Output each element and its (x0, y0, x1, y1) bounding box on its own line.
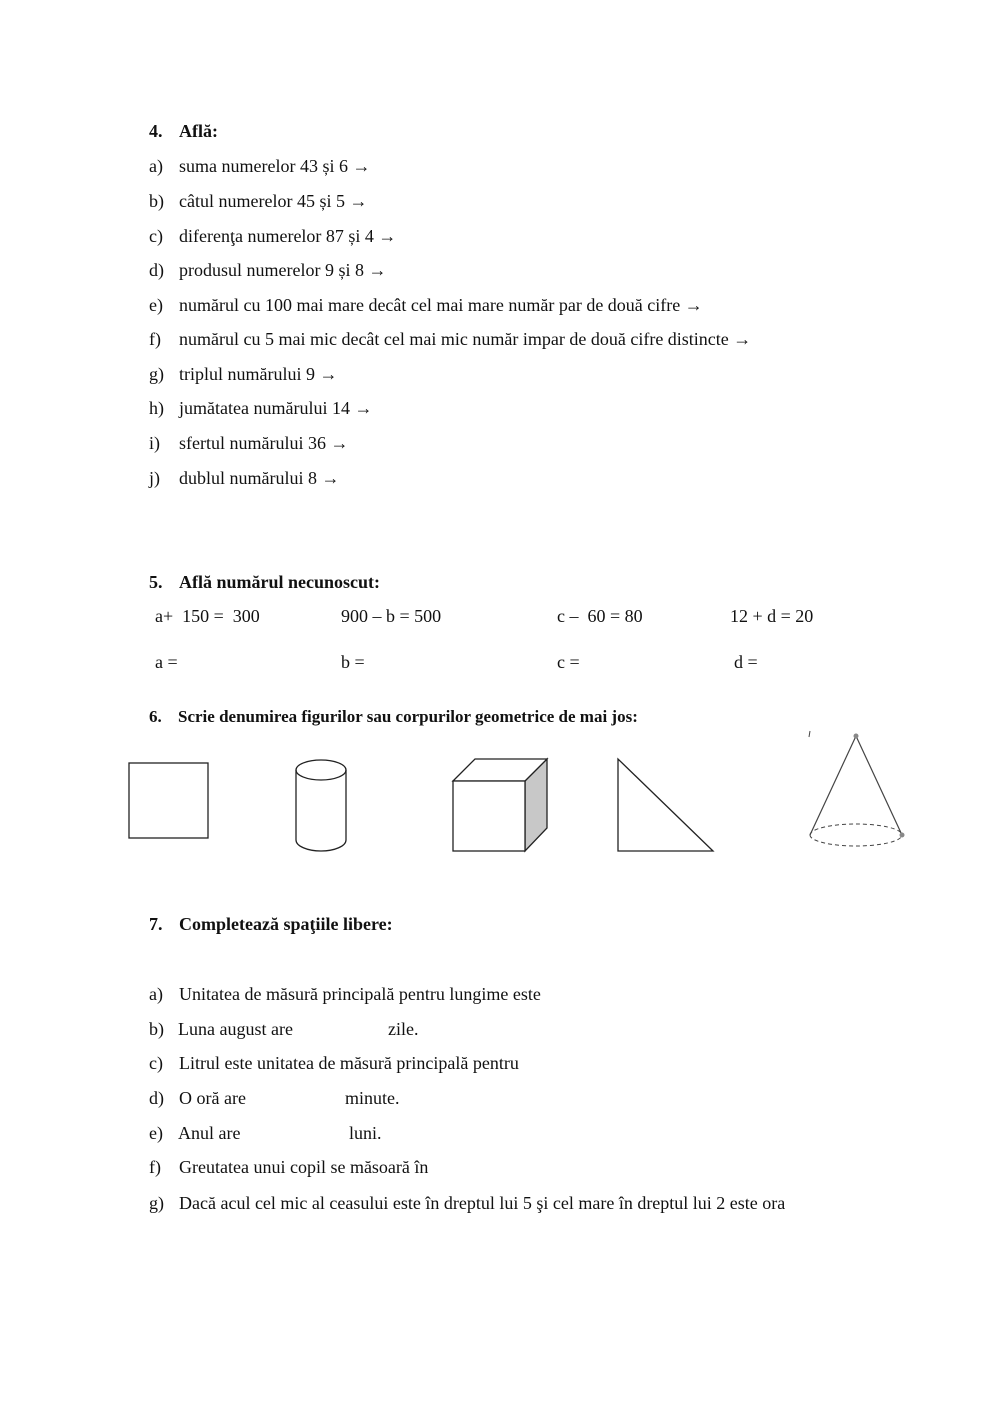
section-5-number: 5. (149, 572, 163, 592)
item-text: jumătatea numărului 14 → (179, 398, 373, 418)
item-letter: d) (149, 1088, 164, 1108)
answer-d: d = (734, 652, 758, 672)
item-text: triplul numărului 9 → (179, 364, 338, 384)
item-letter: a) (149, 984, 163, 1004)
cube-shape (451, 757, 551, 853)
item-text: sfertul numărului 36 → (179, 433, 349, 453)
item-text: O oră are (179, 1088, 246, 1108)
item-text: Greutatea unui copil se măsoară în (179, 1157, 429, 1177)
list-item (149, 432, 348, 454)
fill-item-after: luni. (349, 1123, 382, 1143)
item-text: Dacă acul cel mic al ceasului este în dreptul lui 5 şi cel mare în dreptul lui 2 este ora (179, 1193, 786, 1213)
equation-d: 12 + d = 20 (730, 606, 814, 626)
list-item (149, 363, 337, 385)
list-item (149, 328, 751, 350)
right-triangle-shape (616, 757, 716, 853)
item-letter: e) (149, 1123, 163, 1143)
item-letter: b) (149, 191, 164, 211)
list-item (149, 225, 396, 247)
fill-item-after: minute. (345, 1088, 400, 1108)
section-5-heading (149, 571, 380, 593)
section-7-heading (149, 913, 393, 935)
fill-item (149, 1122, 240, 1144)
section-4-heading (149, 120, 218, 142)
item-letter: g) (149, 1193, 164, 1213)
item-letter: e) (149, 295, 163, 315)
answer-a: a = (155, 652, 178, 672)
item-text: suma numerelor 43 și 6 → (179, 156, 371, 176)
list-item (149, 190, 367, 212)
section-6-title: Scrie denumirea figurilor sau corpurilor geometrice de mai jos: (178, 707, 638, 726)
list-item (149, 467, 340, 489)
item-letter: c) (149, 226, 163, 246)
fill-item (149, 1052, 519, 1074)
cone-shape (806, 729, 910, 851)
answer-c: c = (557, 652, 580, 672)
item-text: dublul numărului 8 → (179, 468, 340, 488)
item-text: diferenţa numerelor 87 și 4 → (179, 226, 397, 246)
fill-item (149, 1156, 428, 1178)
list-item (149, 294, 703, 316)
section-7-title: Completează spaţiile libere: (179, 914, 393, 934)
item-text: numărul cu 100 mai mare decât cel mai mare număr par de două cifre → (179, 295, 703, 315)
item-letter: h) (149, 398, 164, 418)
item-text: Luna august are (178, 1019, 293, 1039)
fill-item-after: zile. (388, 1019, 419, 1039)
section-6-heading (149, 706, 638, 728)
item-text: produsul numerelor 9 și 8 → (179, 260, 387, 280)
item-letter: d) (149, 260, 164, 280)
square-shape (128, 762, 210, 840)
item-text: Litrul este unitatea de măsură principală pentru (179, 1053, 519, 1073)
item-letter: g) (149, 364, 164, 384)
answer-b: b = (341, 652, 365, 672)
equation-b: 900 – b = 500 (341, 606, 442, 626)
section-6-number: 6. (149, 707, 162, 726)
section-7-number: 7. (149, 914, 163, 934)
fill-item (149, 1018, 293, 1040)
section-5-title: Află numărul necunoscut: (179, 572, 381, 592)
item-letter: b) (149, 1019, 164, 1039)
fill-item (149, 1087, 246, 1109)
item-text: numărul cu 5 mai mic decât cel mai mic număr impar de două cifre distincte → (179, 329, 752, 349)
item-letter: f) (149, 1157, 161, 1177)
section-4-title: Află: (179, 121, 218, 141)
item-text: Unitatea de măsură principală pentru lungime este (179, 984, 541, 1004)
item-letter: j) (149, 468, 160, 488)
list-item (149, 259, 386, 281)
item-text: câtul numerelor 45 și 5 → (179, 191, 368, 211)
item-text: Anul are (178, 1123, 241, 1143)
item-letter: a) (149, 156, 163, 176)
fill-item (149, 1192, 785, 1214)
list-item (149, 155, 370, 177)
item-letter: i) (149, 433, 160, 453)
equation-c: c – 60 = 80 (557, 606, 643, 626)
equation-a: a+ 150 = 300 (155, 606, 260, 626)
item-letter: c) (149, 1053, 163, 1073)
section-4-number: 4. (149, 121, 163, 141)
fill-item (149, 983, 541, 1005)
list-item (149, 397, 372, 419)
cylinder-shape (294, 758, 350, 854)
item-letter: f) (149, 329, 161, 349)
